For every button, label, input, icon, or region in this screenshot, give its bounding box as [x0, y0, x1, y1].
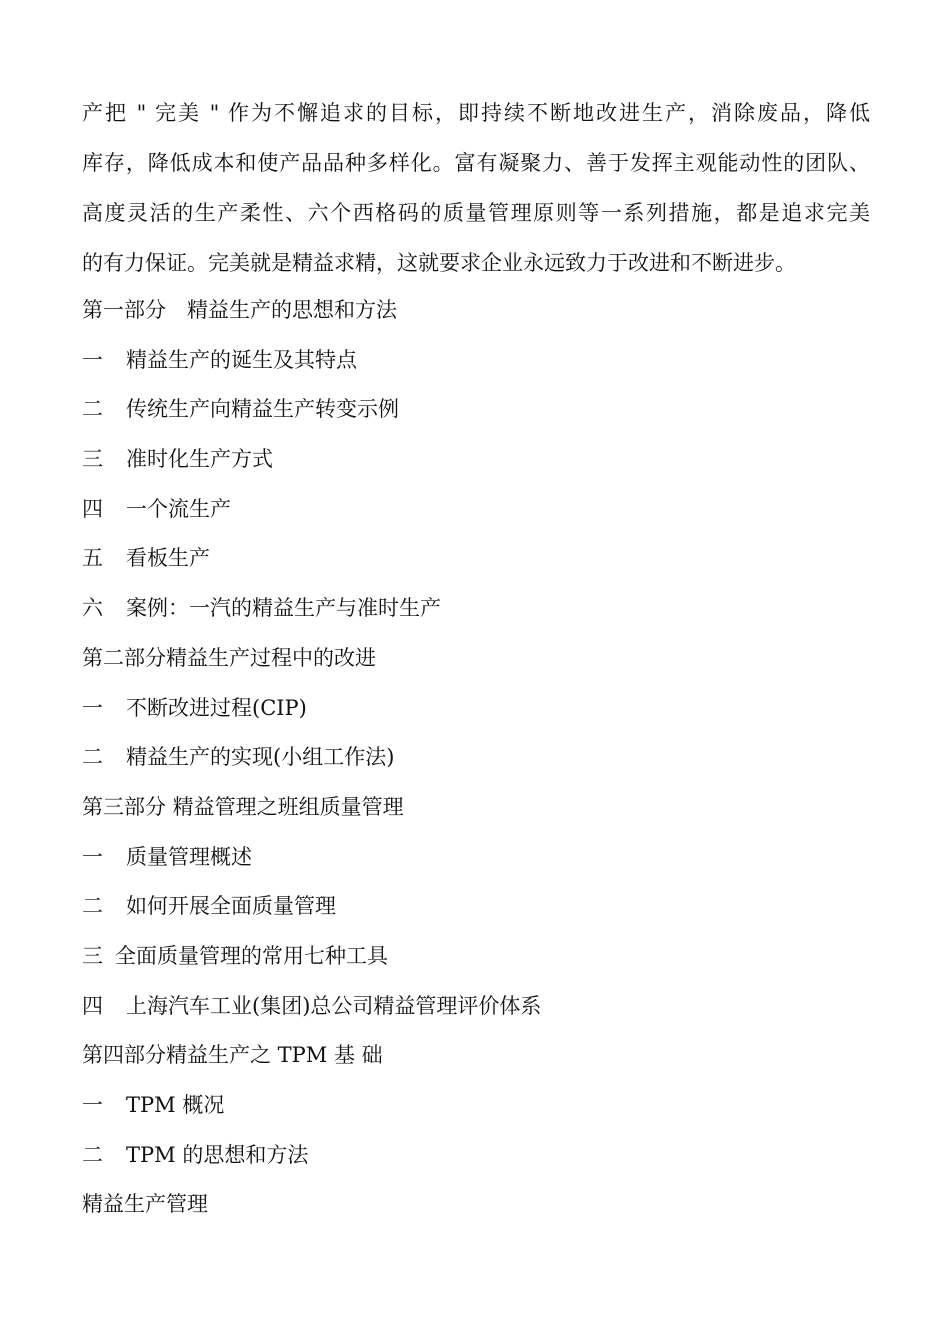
item-text: 准时化生产方式 — [126, 447, 273, 472]
item-text: 案例：一汽的精益生产与准时生产 — [126, 596, 441, 621]
item-text: 如何开展全面质量管理 — [126, 894, 336, 919]
item-number: 六 — [82, 596, 103, 621]
outline-item — [82, 485, 541, 535]
outline-item — [82, 733, 541, 783]
item-number: 二 — [82, 894, 103, 919]
intro-line: 产把 " 完美 " 作为不懈追求的目标，即持续不断地改进生产，消除废品，降低 — [82, 101, 870, 125]
part-4-heading: 第四部分精益生产之 TPM 基 础 — [82, 1043, 383, 1068]
item-number: 三 — [82, 447, 103, 472]
item-text: 质量管理概述 — [126, 844, 252, 869]
item-number: 四 — [82, 993, 103, 1018]
item-text: 精益生产的诞生及其特点 — [126, 347, 357, 372]
item-number: 二 — [82, 397, 103, 422]
part-2-heading: 第二部分精益生产过程中的改进 — [82, 645, 376, 670]
outline-item — [82, 435, 541, 485]
intro-line: 的有力保证。完美就是精益求精，这就要求企业永远致力于改进和不断进步。 — [82, 251, 796, 275]
item-text: 一个流生产 — [126, 496, 231, 521]
outline-item — [82, 584, 541, 634]
part-3-heading: 第三部分 精益管理之班组质量管理 — [82, 794, 404, 819]
item-text: 传统生产向精益生产转变示例 — [126, 397, 399, 422]
intro-paragraph — [82, 88, 870, 288]
item-text: 不断改进过程(CIP) — [126, 695, 307, 720]
item-text: 全面质量管理的常用七种工具 — [115, 943, 388, 968]
outline-item — [82, 932, 541, 982]
item-number: 二 — [82, 745, 103, 770]
outline-item — [82, 1081, 541, 1131]
outline-item — [82, 534, 541, 584]
item-text: 上海汽车工业(集团)总公司精益管理评价体系 — [126, 993, 542, 1018]
item-number: 一 — [82, 347, 103, 372]
item-number: 三 — [82, 943, 103, 968]
outline-item — [82, 982, 541, 1032]
item-text: TPM 概况 — [126, 1093, 225, 1117]
outline-item — [82, 882, 541, 932]
part-1-heading: 第一部分 精益生产的思想和方法 — [82, 298, 397, 322]
intro-line: 高度灵活的生产柔性、六个西格码的质量管理原则等一系列措施，都是追求完美 — [82, 201, 870, 225]
item-number: 二 — [82, 1142, 103, 1167]
outline-list — [82, 286, 541, 1230]
item-number: 五 — [82, 546, 103, 571]
item-number: 一 — [82, 695, 103, 720]
outline-item — [82, 833, 541, 883]
outline-item — [82, 385, 541, 435]
item-text: 看板生产 — [126, 546, 210, 571]
intro-line: 库存，降低成本和使产品品种多样化。富有凝聚力、善于发挥主观能动性的团队、 — [82, 151, 870, 175]
outline-item — [82, 684, 541, 734]
item-text: 精益生产的实现(小组工作法) — [126, 745, 395, 770]
outline-item — [82, 336, 541, 386]
item-number: 一 — [82, 844, 103, 869]
outline-item — [82, 1131, 541, 1181]
item-number: 四 — [82, 496, 103, 521]
footer-heading: 精益生产管理 — [82, 1192, 208, 1217]
item-text: TPM 的思想和方法 — [126, 1142, 309, 1167]
item-number: 一 — [82, 1093, 103, 1117]
